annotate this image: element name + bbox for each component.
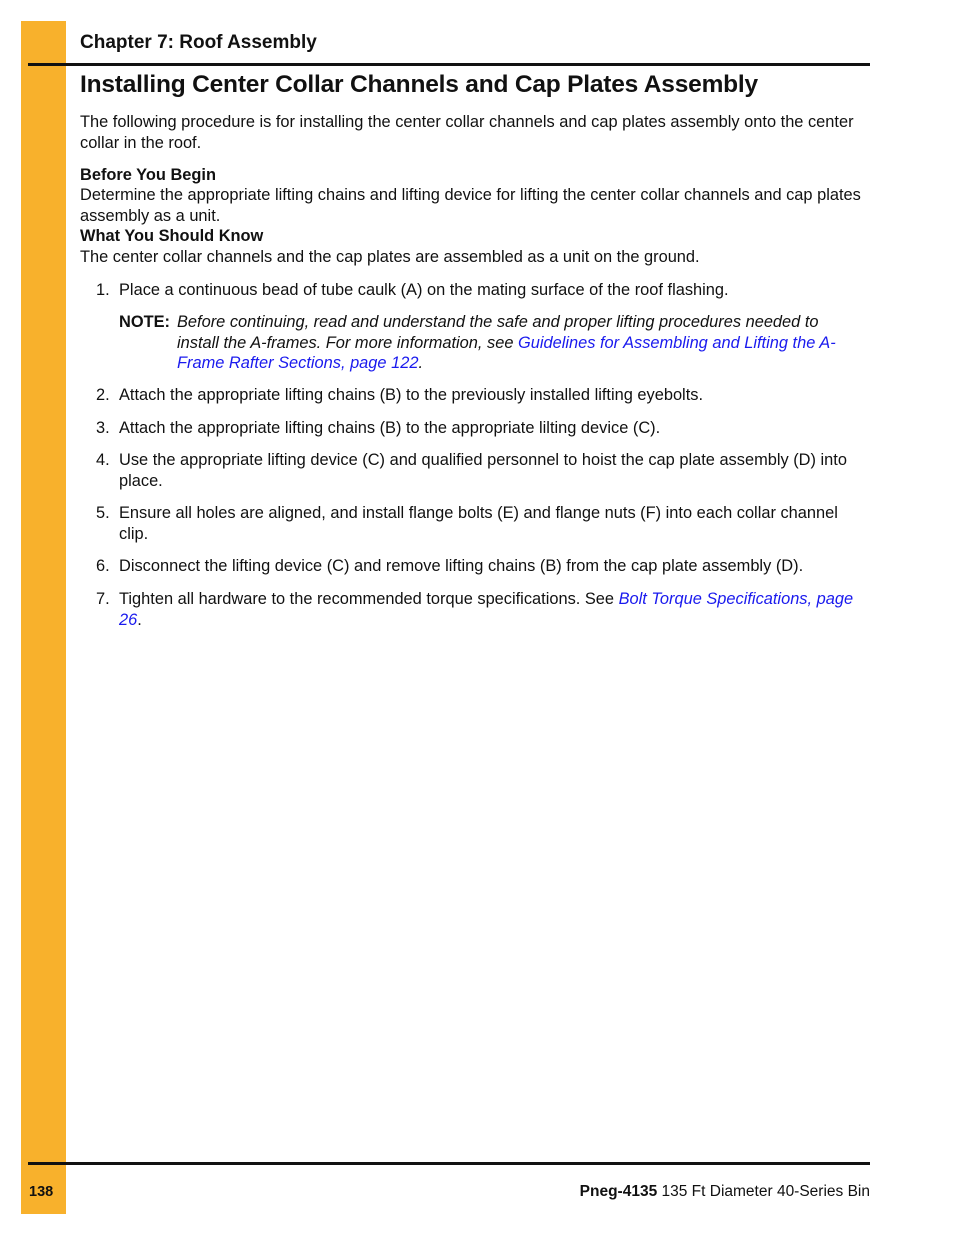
step-number: 2. — [96, 386, 110, 404]
step-6 — [96, 556, 866, 577]
step-text — [119, 589, 866, 630]
step-text: Use the appropriate lifting device (C) and qualified personnel to hoist the cap plate assembly (D) into place. — [119, 451, 847, 490]
side-accent-bar — [21, 21, 66, 1214]
step-text: Place a continuous bead of tube caulk (A) on the mating surface of the roof flashing. — [119, 281, 729, 299]
step-2 — [96, 385, 866, 406]
step-number: 1. — [96, 281, 110, 299]
page-title: Installing Center Collar Channels and Cap Plates Assembly — [80, 71, 758, 98]
step-number: 3. — [96, 419, 110, 437]
header-rule — [28, 63, 870, 66]
before-text: Determine the appropriate lifting chains and lifting device for lifting the center collar channels and cap plates assembly as a unit. — [80, 186, 861, 225]
footer-rule — [28, 1162, 870, 1165]
step-7 — [96, 589, 866, 630]
note-label: NOTE: — [119, 313, 170, 331]
step-text: Ensure all holes are aligned, and install flange bolts (E) and flange nuts (F) into each collar channel clip. — [119, 504, 838, 543]
before-heading: Before You Begin — [80, 166, 216, 184]
step-number: 4. — [96, 451, 110, 469]
step-body: Tighten all hardware to the recommended torque specifications. See — [119, 590, 619, 608]
doc-description: 135 Ft Diameter 40-Series Bin — [657, 1183, 870, 1200]
know-heading: What You Should Know — [80, 227, 264, 245]
step-4 — [96, 450, 866, 491]
step-1 — [96, 280, 866, 301]
step-3 — [96, 418, 866, 439]
step-text: Disconnect the lifting device (C) and remove lifting chains (B) from the cap plate assembly (D). — [119, 557, 804, 575]
step-text: Attach the appropriate lifting chains (B) to the appropriate lilting device (C). — [119, 419, 661, 437]
step-number: 7. — [96, 590, 110, 608]
note-body: Before continuing, read and understand the safe and proper lifting procedures needed to install the A-frames. For more information, see — [177, 313, 819, 352]
note-text — [177, 312, 859, 374]
note-link[interactable]: Guidelines for Assembling and Lifting the A-Frame Rafter Sections, page 122 — [177, 333, 836, 372]
chapter-heading: Chapter 7: Roof Assembly — [80, 32, 317, 53]
intro-paragraph: The following procedure is for installing the center collar channels and cap plates assembly onto the center collar in the roof. — [80, 113, 854, 152]
note-block — [119, 312, 859, 374]
step-text: Attach the appropriate lifting chains (B) to the previously installed lifting eyebolts. — [119, 386, 704, 404]
doc-number: Pneg-4135 — [579, 1183, 658, 1200]
note-after: . — [418, 354, 423, 372]
page-number: 138 — [29, 1184, 54, 1200]
know-text: The center collar channels and the cap plates are assembled as a unit on the ground. — [80, 248, 700, 266]
step-after: . — [137, 610, 142, 629]
step-5 — [96, 503, 866, 544]
step-number: 5. — [96, 504, 110, 522]
footer-doc-info — [580, 1183, 870, 1201]
torque-link[interactable]: Bolt Torque Specifications, page 26 — [119, 590, 854, 629]
step-number: 6. — [96, 557, 110, 575]
